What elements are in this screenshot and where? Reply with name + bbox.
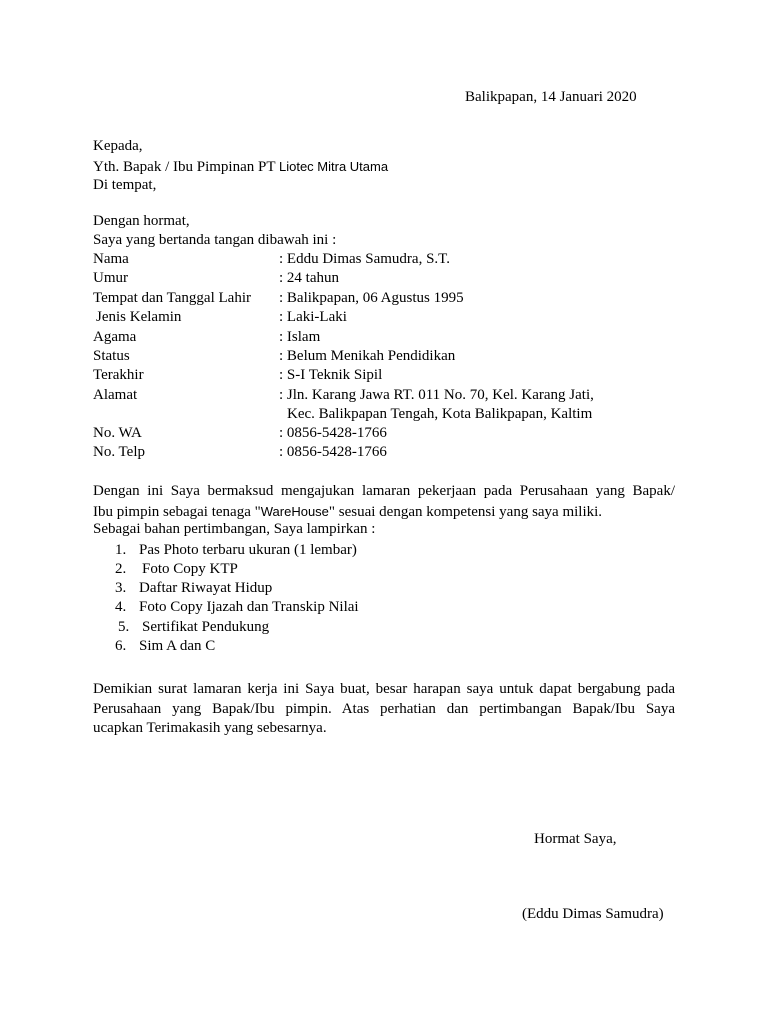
field-label: Terakhir	[93, 367, 144, 383]
field-value: : Laki-Laki	[279, 309, 347, 325]
list-text: Pas Photo terbaru ukuran (1 lembar)	[139, 542, 357, 558]
list-number: 3.	[115, 580, 127, 596]
field-value: : Balikpapan, 06 Agustus 1995	[279, 290, 464, 306]
recipient-kepada: Kepada,	[93, 138, 143, 154]
field-label: Jenis Kelamin	[96, 309, 182, 325]
body-line-part: Ibu pimpin sebagai tenaga "	[93, 503, 261, 520]
body-paragraph	[93, 482, 675, 522]
field-label: Agama	[93, 329, 137, 345]
list-number: 2.	[115, 561, 127, 577]
greeting: Dengan hormat,	[93, 213, 190, 229]
list-number: 4.	[115, 599, 127, 615]
list-number: 6.	[115, 638, 127, 654]
field-value: : 0856-5428-1766	[279, 425, 387, 441]
list-text: Daftar Riwayat Hidup	[139, 580, 273, 596]
list-text: Sim A dan C	[139, 638, 216, 654]
list-number: 5.	[118, 619, 130, 635]
body-line: Dengan ini Saya bermaksud mengajukan lamaran pekerjaan pada Perusahaan yang Bapak/	[93, 483, 675, 499]
field-value: : Islam	[279, 329, 321, 345]
field-label: No. WA	[93, 425, 142, 441]
sign-off: Hormat Saya,	[534, 831, 617, 847]
field-value: : Eddu Dimas Samudra, S.T.	[279, 251, 450, 267]
field-value: : S-I Teknik Sipil	[279, 367, 383, 383]
position-name: WareHouse	[260, 503, 329, 519]
field-value-continuation: Kec. Balikpapan Tengah, Kota Balikpapan, Kaltim	[287, 406, 593, 422]
field-label: Nama	[93, 251, 129, 267]
field-label: Umur	[93, 270, 128, 286]
field-label: Tempat dan Tanggal Lahir	[93, 290, 251, 306]
field-label: Status	[93, 348, 130, 364]
list-text: Sertifikat Pendukung	[142, 619, 270, 635]
closing-line: ucapkan Terimakasih yang sebesarnya.	[93, 720, 327, 736]
closing-line: Demikian surat lamaran kerja ini Saya buat, besar harapan saya untuk dapat bergabung pada	[93, 681, 675, 697]
signature-name: (Eddu Dimas Samudra)	[522, 906, 664, 922]
list-number: 1.	[115, 542, 127, 558]
field-value: : 0856-5428-1766	[279, 444, 387, 460]
intro-text: Saya yang bertanda tangan dibawah ini :	[93, 232, 337, 248]
closing-line: Perusahaan yang Bapak/Ibu pimpin. Atas perhatian dan pertimbangan Bapak/Ibu Saya	[93, 700, 675, 717]
recipient-prefix: Yth. Bapak / Ibu Pimpinan PT	[93, 159, 279, 175]
field-label: Alamat	[93, 387, 138, 403]
field-value: : 24 tahun	[279, 270, 339, 286]
recipient-place: Di tempat,	[93, 177, 157, 193]
field-value: : Belum Menikah Pendidikan	[279, 348, 456, 364]
body-line	[93, 502, 675, 523]
closing-paragraph	[93, 680, 675, 739]
attachments-intro: Sebagai bahan pertimbangan, Saya lampirkan :	[93, 521, 376, 537]
recipient-line	[93, 157, 388, 177]
field-label: No. Telp	[93, 444, 146, 460]
field-value: : Jln. Karang Jawa RT. 011 No. 70, Kel. Karang Jati,	[279, 387, 594, 403]
list-text: Foto Copy KTP	[142, 561, 238, 577]
place-date: Balikpapan, 14 Januari 2020	[465, 89, 637, 105]
body-line-part: " sesuai dengan kompetensi yang saya miliki.	[328, 503, 603, 520]
company-name: Liotec Mitra Utama	[278, 159, 389, 174]
list-text: Foto Copy Ijazah dan Transkip Nilai	[139, 599, 359, 615]
